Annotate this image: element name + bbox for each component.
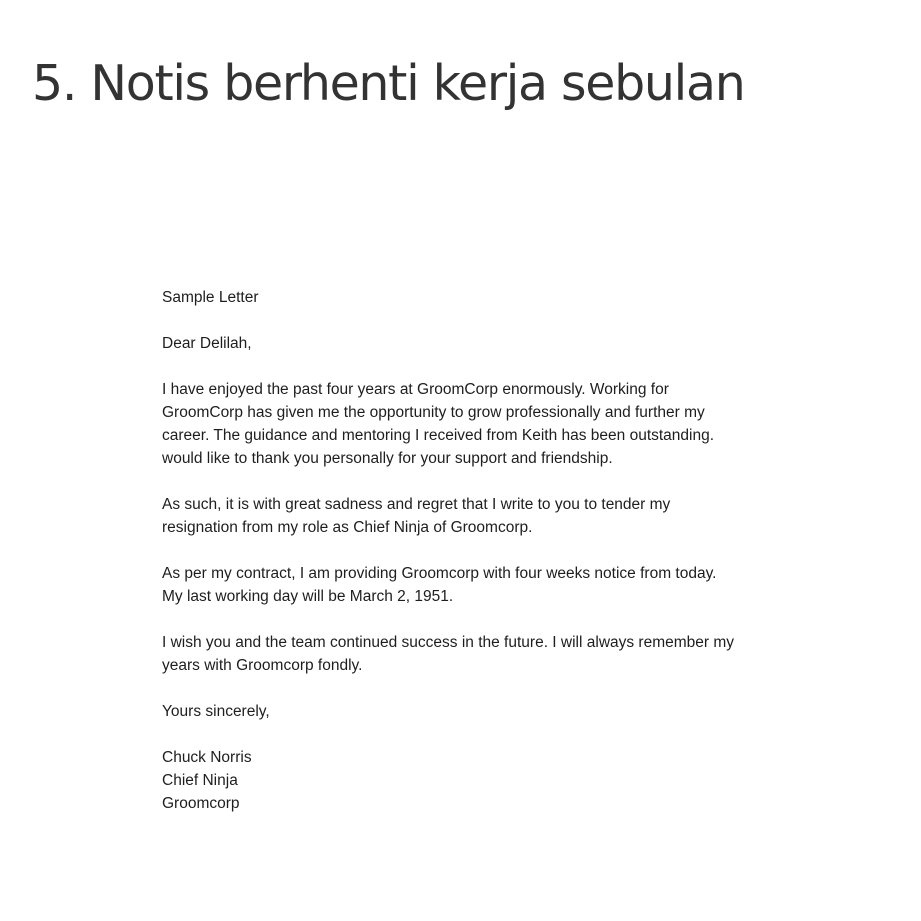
signature-role: Chief Ninja <box>162 772 238 789</box>
letter-signature-block <box>162 746 852 815</box>
letter-salutation: Dear Delilah, <box>162 335 252 352</box>
paragraph-line: I wish you and the team continued success in the future. I will always remember my <box>162 634 735 651</box>
paragraph-line: resignation from my role as Chief Ninja of Groomcorp. <box>162 519 533 536</box>
letter-paragraph-3 <box>162 562 852 608</box>
paragraph-line: years with Groomcorp fondly. <box>162 657 363 674</box>
signature-name: Chuck Norris <box>162 749 252 766</box>
letter-title: Sample Letter <box>162 289 259 306</box>
paragraph-line: would like to thank you personally for your support and friendship. <box>162 450 613 467</box>
letter-paragraph-1 <box>162 378 852 470</box>
letter-paragraph-4 <box>162 631 852 677</box>
paragraph-line: My last working day will be March 2, 1951. <box>162 588 454 605</box>
letter-closing-block <box>162 700 852 723</box>
letter-title-block <box>162 286 852 309</box>
paragraph-line: career. The guidance and mentoring I received from Keith has been outstanding. <box>162 427 715 444</box>
letter-image <box>162 286 852 815</box>
letter-closing: Yours sincerely, <box>162 703 270 720</box>
paragraph-line: I have enjoyed the past four years at GroomCorp enormously. Working for <box>162 381 669 398</box>
letter-paragraph-2 <box>162 493 852 539</box>
letter-salutation-block <box>162 332 852 355</box>
paragraph-line: As per my contract, I am providing Groomcorp with four weeks notice from today. <box>162 565 717 582</box>
page-heading: 5. Notis berhenti kerja sebulan <box>32 55 745 112</box>
paragraph-line: GroomCorp has given me the opportunity to grow professionally and further my <box>162 404 705 421</box>
paragraph-line: As such, it is with great sadness and regret that I write to you to tender my <box>162 496 671 513</box>
signature-company: Groomcorp <box>162 795 240 812</box>
